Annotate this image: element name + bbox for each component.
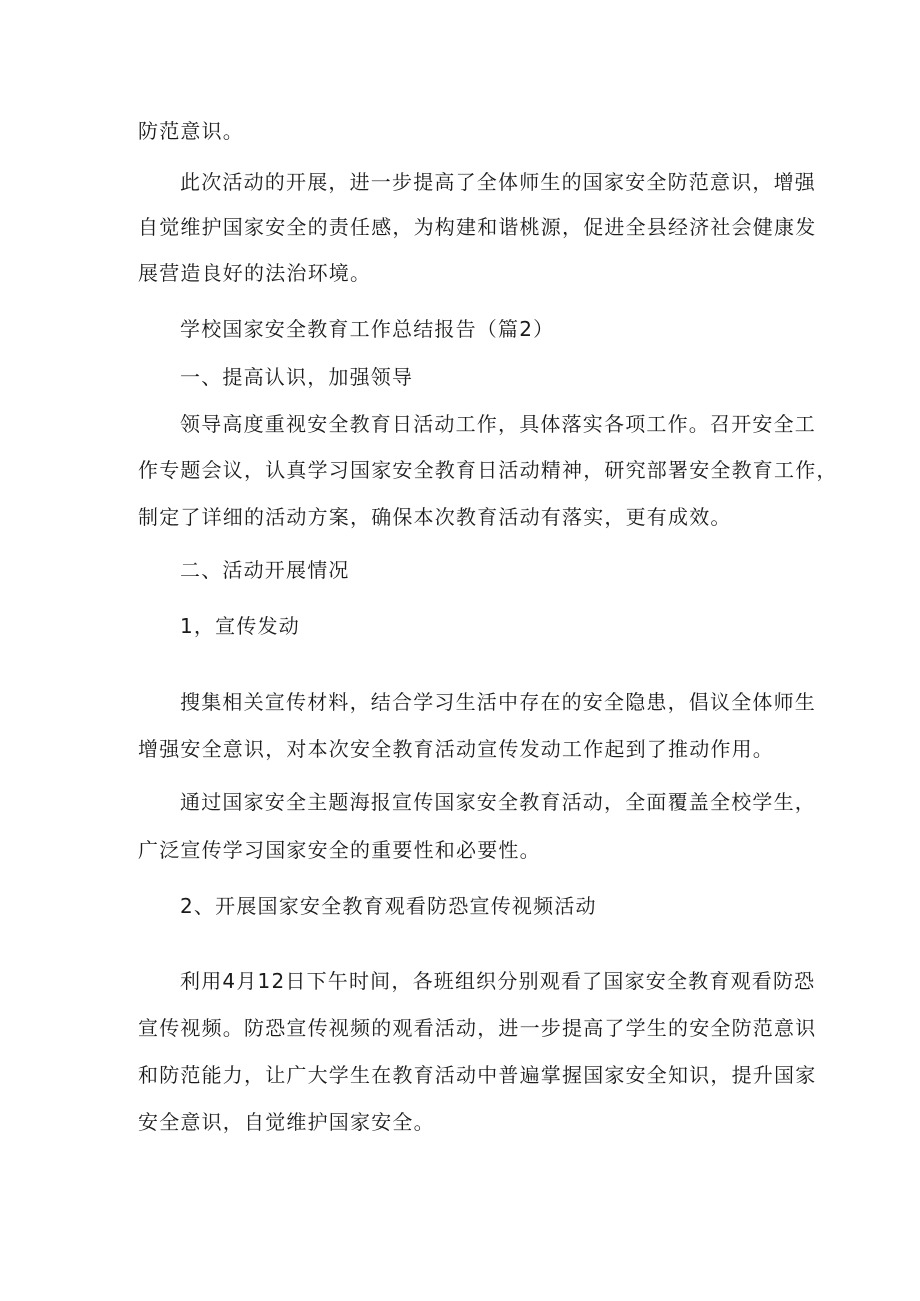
paragraph-first-line: 搜集相关宣传材料，结合学习生活中存在的安全隐患，倡议全体师生 [180, 690, 816, 714]
text-line: 自觉维护国家安全的责任感，为构建和谐桃源，促进全县经济社会健康发 [138, 215, 817, 239]
text-line: 防范意识。 [138, 119, 244, 143]
text-line: 广泛宣传学习国家安全的重要性和必要性。 [138, 838, 541, 862]
text-line: 增强安全意识，对本次安全教育活动宣传发动工作起到了推动作用。 [138, 737, 774, 761]
heading-level-2: 1，宣传发动 [180, 614, 300, 638]
paragraph-first-line: 利用4月12日下午时间，各班组织分别观看了国家安全教育观看防恐 [180, 969, 816, 993]
text-line: 作专题会议，认真学习国家安全教育日活动精神，研究部署安全教育工作， [138, 458, 838, 482]
section-title: 学校国家安全教育工作总结报告（篇2） [180, 317, 555, 341]
paragraph-first-line: 此次活动的开展，进一步提高了全体师生的国家安全防范意识，增强 [180, 170, 816, 194]
text-line: 和防范能力，让广大学生在教育活动中普遍掌握国家安全知识，提升国家 [138, 1063, 817, 1087]
heading-level-1: 一、提高认识，加强领导 [180, 365, 414, 389]
text-line: 宣传视频。防恐宣传视频的观看活动，进一步提高了学生的安全防范意识 [138, 1016, 817, 1040]
heading-level-1: 二、活动开展情况 [180, 558, 350, 582]
text-line: 展营造良好的法治环境。 [138, 261, 372, 285]
heading-level-2: 2、开展国家安全教育观看防恐宣传视频活动 [180, 894, 597, 918]
paragraph-first-line: 领导高度重视安全教育日活动工作，具体落实各项工作。召开安全工 [180, 412, 816, 436]
paragraph-first-line: 通过国家安全主题海报宣传国家安全教育活动，全面覆盖全校学生， [180, 790, 816, 814]
text-line: 安全意识，自觉维护国家安全。 [138, 1110, 435, 1134]
text-line: 制定了详细的活动方案，确保本次教育活动有落实，更有成效。 [138, 505, 732, 529]
